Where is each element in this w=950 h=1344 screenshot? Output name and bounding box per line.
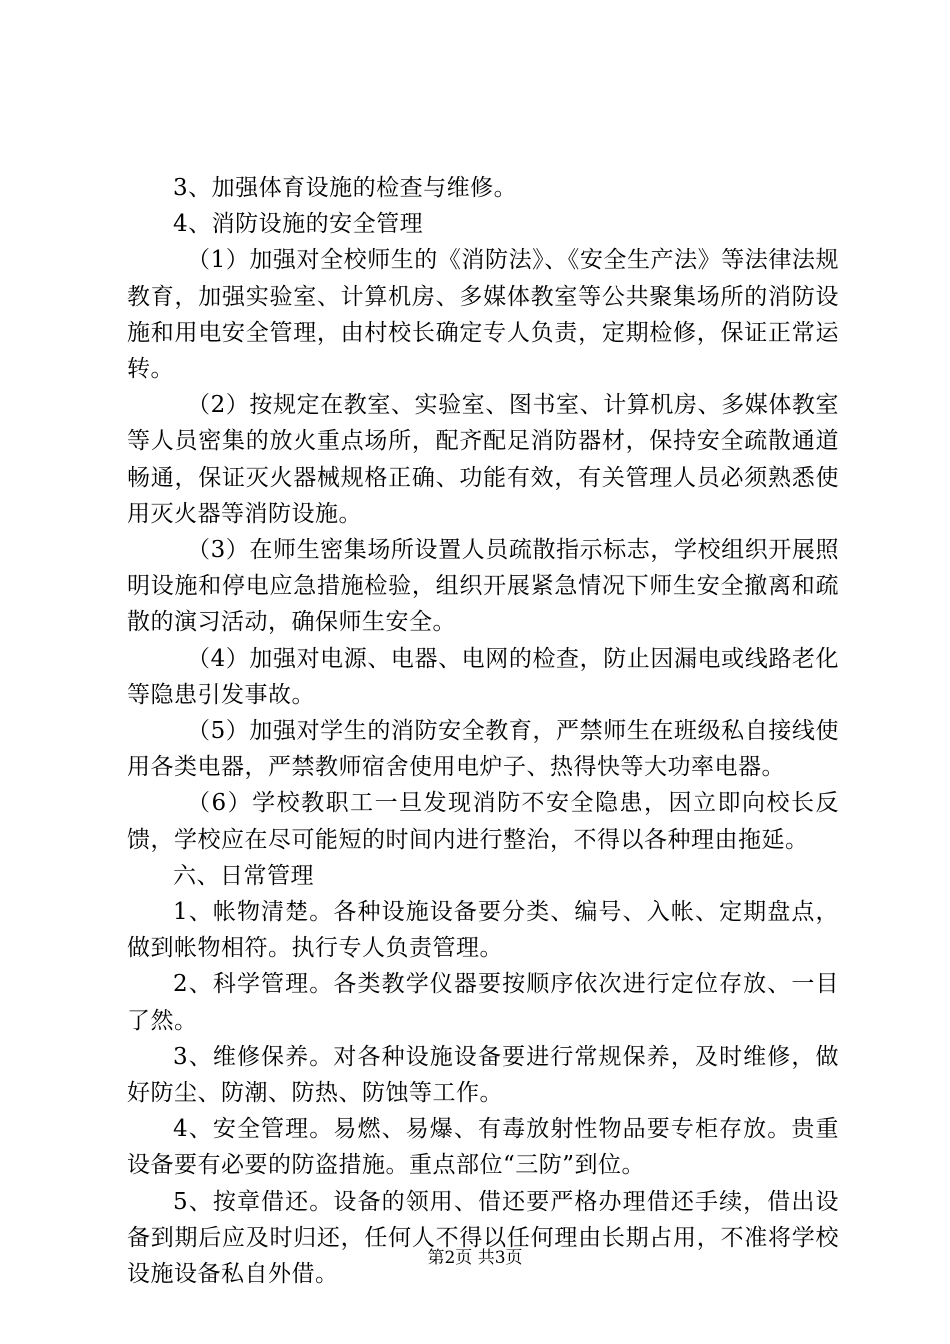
paragraph-daily-item-3: 3、维修保养。对各种设施设备要进行常规保养，及时维修，做好防尘、防潮、防热、防蚀等工作。 (127, 1043, 839, 1107)
section-heading-daily-management: 六、日常管理 (173, 862, 314, 889)
paragraph-facility-maintenance: 3、加强体育设施的检查与维修。 (173, 175, 518, 201)
paragraph-fire-item-1: （1）加强对全校师生的《消防法》、《安全生产法》等法律法规教育，加强实验室、计算机房、多媒体教室等公共聚集场所的消防设施和用电安全管理，由村校长确定专人负责，定期检修，保证正常运转。 (127, 247, 839, 383)
paragraph-fire-item-4: （4）加强对电源、电器、电网的检查，防止因漏电或线路老化等隐患引发事故。 (127, 645, 839, 708)
paragraph-daily-item-5: 5、按章借还。设备的领用、借还要严格办理借还手续，借出设备到期后应及时归还，任何人不得以任何理由长期占用，不准将学校设施设备私自外借。 (127, 1188, 839, 1288)
document-body (127, 170, 839, 1292)
page-number-footer: 第2页 共3页 (427, 1248, 523, 1268)
paragraph-fire-item-6: （6）学校教职工一旦发现消防不安全隐患，因立即向校长反馈，学校应在尽可能短的时间内进行整治，不得以各种理由拖延。 (127, 790, 839, 853)
paragraph-fire-item-3: （3）在师生密集场所设置人员疏散指示标志，学校组织开展照明设施和停电应急措施检验，组织开展紧急情况下师生安全撤离和疏散的演习活动，确保师生安全。 (127, 537, 839, 636)
paragraph-daily-item-1: 1、帐物清楚。各种设施设备要分类、编号、入帐、定期盘点，做到帐物相符。执行专人负责管理。 (127, 899, 839, 962)
paragraph-fire-item-2: （2）按规定在教室、实验室、图书室、计算机房、多媒体教室等人员密集的放火重点场所，配齐配足消防器材，保持安全疏散通道畅通，保证灭火器械规格正确、功能有效，有关管理人员必须熟悉使用灭火器等消防设施。 (127, 392, 839, 527)
paragraph-daily-item-2: 2、科学管理。各类教学仪器要按顺序依次进行定位存放、一目了然。 (127, 971, 839, 1034)
paragraph-fire-item-5: （5）加强对学生的消防安全教育，严禁师生在班级私自接线使用各类电器，严禁教师宿舍使用电炉子、热得快等大功率电器。 (127, 718, 839, 781)
paragraph-fire-safety-heading: 4、消防设施的安全管理 (173, 211, 424, 238)
paragraph-daily-item-4: 4、安全管理。易燃、易爆、有毒放射性物品要专柜存放。贵重设备要有必要的防盗措施。重点部位“三防”到位。 (127, 1116, 839, 1179)
